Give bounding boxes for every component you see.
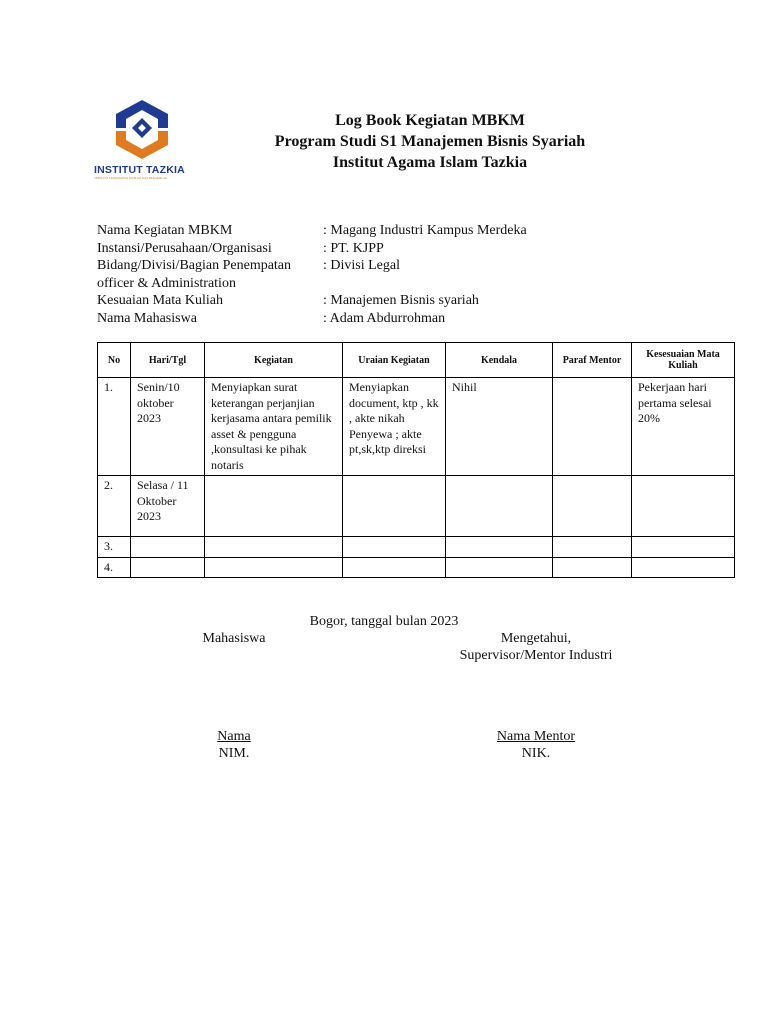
header-kesesuaian: Kesesuaian Mata Kuliah	[632, 343, 735, 378]
cell-paraf	[553, 378, 632, 476]
cell-kegiatan	[205, 537, 343, 558]
cell-no: 4.	[98, 557, 131, 578]
cell-kesesuaian: Pekerjaan hari pertama selesai 20%	[632, 378, 735, 476]
cell-kendala	[446, 537, 553, 558]
cell-hari	[131, 537, 205, 558]
cell-paraf	[553, 557, 632, 578]
student-id-line: NIM.	[218, 746, 250, 761]
info-value: : Manajemen Bisnis syariah	[323, 293, 479, 308]
header-uraian: Uraian Kegiatan	[343, 343, 446, 378]
header-kegiatan: Kegiatan	[205, 343, 343, 378]
cell-kegiatan	[205, 557, 343, 578]
cell-kesesuaian	[632, 537, 735, 558]
info-value: : Adam Abdurrohman	[323, 310, 446, 326]
cell-kegiatan	[205, 476, 343, 537]
mentor-id-line: NIK.	[521, 746, 551, 761]
header-hari: Hari/Tgl	[131, 343, 205, 378]
cell-no: 2.	[98, 476, 131, 537]
student-name-line: Nama	[217, 729, 251, 744]
info-label: Nama Kegiatan MBKM	[97, 223, 233, 238]
cell-hari: Senin/10 oktober 2023	[131, 378, 205, 476]
info-row-mahasiswa	[97, 310, 657, 328]
tazkia-emblem-icon	[112, 98, 172, 160]
info-label: Instansi/Perusahaan/Organisasi	[97, 240, 272, 256]
program-title: Program Studi S1 Manajemen Bisnis Syariah	[274, 133, 586, 150]
info-row-matkul	[97, 292, 657, 310]
cell-hari	[131, 557, 205, 578]
header-no: No	[98, 343, 131, 378]
cell-kendala: Nihil	[446, 378, 553, 476]
info-label: officer & Administration	[97, 275, 236, 291]
table-row	[98, 557, 735, 578]
cell-kegiatan: Menyiapkan surat keterangan perjanjian kerjasama antara pemilik asset & pengguna ,konsultasi ke pihak notaris	[205, 378, 343, 476]
cell-uraian	[343, 537, 446, 558]
table-header-row	[98, 343, 735, 378]
logbook-table	[97, 342, 735, 578]
info-row-instansi	[97, 240, 657, 258]
cell-kesesuaian	[632, 557, 735, 578]
cell-uraian: Menyiapkan document, ktp , kk , akte nikah Penyewa ; akte pt,sk,ktp direksi	[343, 378, 446, 476]
institute-title: Institut Agama Islam Tazkia	[332, 154, 528, 171]
mentor-sign-role: Supervisor/Mentor Industri	[459, 648, 613, 663]
mentor-sign-title: Mengetahui,	[500, 631, 572, 646]
header-kendala: Kendala	[446, 343, 553, 378]
info-row-bidang	[97, 257, 657, 275]
info-label: Kesuaian Mata Kuliah	[97, 293, 223, 308]
info-value: : PT. KJPP	[323, 240, 384, 256]
info-row-kegiatan	[97, 222, 657, 240]
cell-no: 3.	[98, 537, 131, 558]
info-value: : Magang Industri Kampus Merdeka	[323, 223, 527, 238]
header-paraf: Paraf Mentor	[553, 343, 632, 378]
info-value: : Divisi Legal	[323, 258, 400, 273]
document-title: Log Book Kegiatan MBKM	[335, 112, 525, 129]
mentor-name-line: Nama Mentor	[496, 729, 576, 744]
table-row	[98, 537, 735, 558]
cell-hari: Selasa / 11 Oktober 2023	[131, 476, 205, 537]
cell-uraian	[343, 557, 446, 578]
student-info	[97, 222, 657, 327]
cell-paraf	[553, 476, 632, 537]
cell-kesesuaian	[632, 476, 735, 537]
place-date: Bogor, tanggal bulan 2023	[309, 614, 459, 629]
logo-name: INSTITUT TAZKIA	[94, 164, 185, 176]
table-row	[98, 476, 735, 537]
info-label: Bidang/Divisi/Bagian Penempatan	[97, 258, 292, 273]
cell-kendala	[446, 557, 553, 578]
student-sign-title: Mahasiswa	[202, 631, 266, 646]
cell-kendala	[446, 476, 553, 537]
logo-tagline: SEBELUM EKONOMISTA MUSLIM DAN BERAKHLAK	[94, 177, 168, 180]
cell-paraf	[553, 537, 632, 558]
cell-uraian	[343, 476, 446, 537]
cell-no: 1.	[98, 378, 131, 476]
table-row	[98, 378, 735, 476]
institute-logo	[94, 98, 194, 184]
info-row-bidang-cont	[97, 275, 657, 293]
info-label: Nama Mahasiswa	[97, 310, 197, 326]
